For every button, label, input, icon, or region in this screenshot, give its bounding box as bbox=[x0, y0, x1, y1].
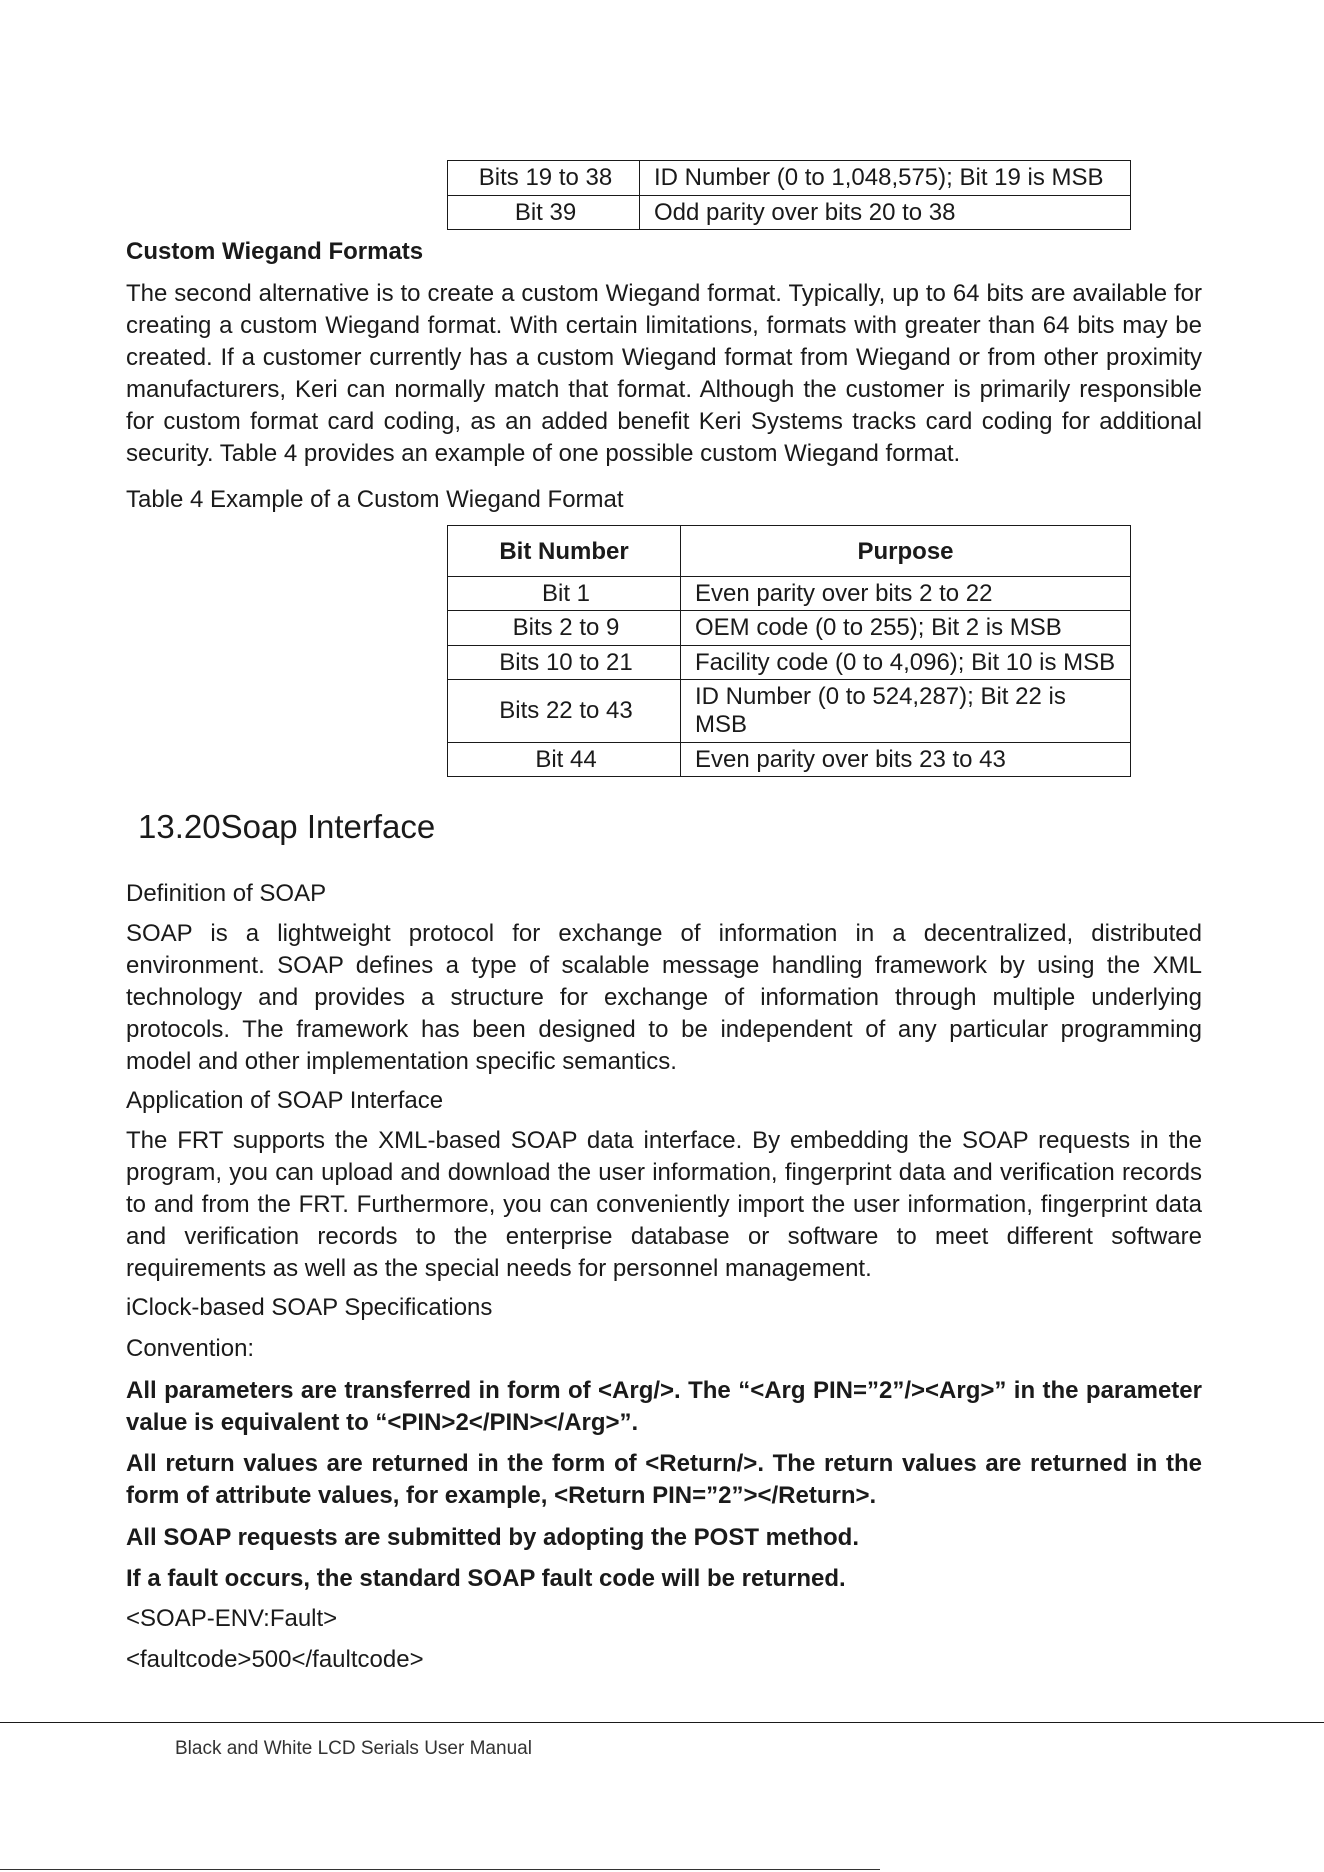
purpose-cell: Odd parity over bits 20 to 38 bbox=[640, 195, 1131, 230]
bit-cell: Bit 39 bbox=[448, 195, 640, 230]
definition-paragraph: SOAP is a lightweight protocol for exchange of information in a decentralized, distributed environment. SOAP defines a type of scalable message handling framework by using the XML technology and provides a structure for exchange of information through multiple underlying protocols. The framework has been designed to be independent of any particular programming model and other implementation specific semantics. bbox=[126, 920, 1202, 1075]
application-label: Application of SOAP Interface bbox=[126, 1087, 444, 1114]
spec-label: iClock-based SOAP Specifications bbox=[126, 1294, 493, 1321]
table-row bbox=[448, 645, 1131, 680]
footer-divider bbox=[0, 1722, 1324, 1723]
bit-cell: Bits 2 to 9 bbox=[448, 611, 681, 646]
convention-rule-return-values: All return values are returned in the form of <Return/>. The return values are returned in the form of attribute values, for example, <Return PIN=”2”></Return>. bbox=[126, 1450, 1202, 1509]
custom-wiegand-table bbox=[447, 525, 1131, 777]
table-row bbox=[448, 195, 1131, 230]
code-line-fault-open: <SOAP-ENV:Fault> bbox=[126, 1605, 338, 1632]
purpose-cell: ID Number (0 to 524,287); Bit 22 is MSB bbox=[681, 680, 1131, 742]
code-line-faultcode: <faultcode>500</faultcode> bbox=[126, 1646, 424, 1673]
bit-cell: Bit 1 bbox=[448, 576, 681, 611]
purpose-cell: Even parity over bits 23 to 43 bbox=[681, 742, 1131, 777]
header-bit-number: Bit Number bbox=[448, 526, 681, 577]
header-purpose: Purpose bbox=[681, 526, 1131, 577]
bit-cell: Bits 19 to 38 bbox=[448, 161, 640, 196]
table-row bbox=[448, 576, 1131, 611]
bit-cell: Bit 44 bbox=[448, 742, 681, 777]
convention-rule-fault-code: If a fault occurs, the standard SOAP fault code will be returned. bbox=[126, 1565, 846, 1592]
table-row bbox=[448, 611, 1131, 646]
table-4-body bbox=[448, 576, 1131, 777]
table-header-row bbox=[448, 526, 1131, 577]
bit-cell: Bits 10 to 21 bbox=[448, 645, 681, 680]
table-4-caption: Table 4 Example of a Custom Wiegand Format bbox=[126, 486, 624, 513]
definition-label: Definition of SOAP bbox=[126, 880, 327, 907]
bottom-edge-line bbox=[0, 1869, 880, 1870]
wiegand-format-table-continued bbox=[447, 160, 1131, 230]
table-row bbox=[448, 680, 1131, 742]
convention-rule-parameters: All parameters are transferred in form of <Arg/>. The “<Arg PIN=”2”/><Arg>” in the parameter value is equivalent to “<PIN>2</PIN></Arg>”. bbox=[126, 1377, 1202, 1436]
custom-wiegand-paragraph: The second alternative is to create a custom Wiegand format. Typically, up to 64 bits are available for creating a custom Wiegand format. With certain limitations, formats with greater than 64 bits may be created. If a customer currently has a custom Wiegand format from Wiegand or from other proximity manufacturers, Keri can normally match that format. Although the customer is primarily responsible for custom format card coding, as an added benefit Keri Systems tracks card coding for additional security. Table 4 provides an example of one possible custom Wiegand format. bbox=[126, 280, 1202, 467]
purpose-cell: OEM code (0 to 255); Bit 2 is MSB bbox=[681, 611, 1131, 646]
table-row bbox=[448, 742, 1131, 777]
section-title-soap-interface: 13.20Soap Interface bbox=[138, 808, 436, 845]
convention-label: Convention: bbox=[126, 1335, 255, 1362]
custom-wiegand-heading: Custom Wiegand Formats bbox=[126, 238, 424, 265]
convention-rule-post-method: All SOAP requests are submitted by adopting the POST method. bbox=[126, 1524, 859, 1551]
application-paragraph: The FRT supports the XML-based SOAP data interface. By embedding the SOAP requests in the program, you can upload and download the user information, fingerprint data and verification records to and from the FRT. Furthermore, you can conveniently import the user information, fingerprint data and verification records to the enterprise database or software to meet different software requirements as well as the special needs for personnel management. bbox=[126, 1127, 1202, 1282]
purpose-cell: ID Number (0 to 1,048,575); Bit 19 is MSB bbox=[640, 161, 1131, 196]
table-row bbox=[448, 161, 1131, 196]
purpose-cell: Even parity over bits 2 to 22 bbox=[681, 576, 1131, 611]
table-top-body bbox=[448, 161, 1131, 230]
footer-manual-title: Black and White LCD Serials User Manual bbox=[175, 1738, 532, 1759]
purpose-cell: Facility code (0 to 4,096); Bit 10 is MSB bbox=[681, 645, 1131, 680]
table-4-head bbox=[448, 526, 1131, 577]
bit-cell: Bits 22 to 43 bbox=[448, 680, 681, 742]
